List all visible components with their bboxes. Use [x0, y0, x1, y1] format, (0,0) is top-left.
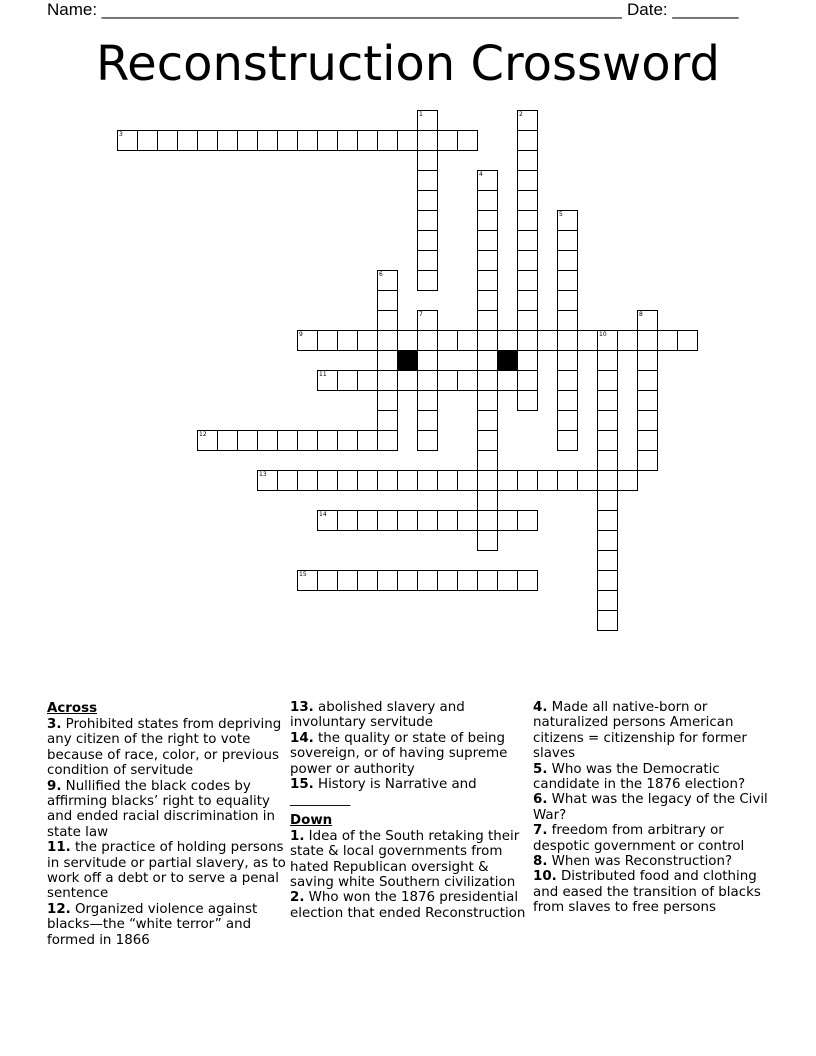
crossword-cell[interactable] — [597, 330, 618, 351]
crossword-cell[interactable] — [377, 330, 398, 351]
black-square — [397, 350, 418, 371]
clue-text: When was Reconstruction? — [551, 854, 733, 870]
clue-number: 8. — [533, 854, 548, 870]
crossword-cell[interactable] — [257, 470, 278, 491]
crossword-cell[interactable] — [417, 270, 438, 291]
clue-number: 2. — [290, 890, 305, 906]
crossword-cell[interactable] — [437, 570, 458, 591]
clue-across-item — [290, 700, 530, 731]
crossword-cell[interactable] — [457, 510, 478, 531]
crossword-cell[interactable] — [457, 470, 478, 491]
crossword-cell[interactable] — [437, 130, 458, 151]
crossword-cell[interactable] — [517, 210, 538, 231]
page-title: Reconstruction Crossword — [95, 36, 721, 92]
crossword-cell[interactable] — [457, 330, 478, 351]
crossword-cell[interactable] — [477, 450, 498, 471]
crossword-cell[interactable] — [517, 390, 538, 411]
crossword-cell[interactable] — [377, 410, 398, 431]
crossword-cell[interactable] — [597, 510, 618, 531]
crossword-cell[interactable] — [477, 330, 498, 351]
crossword-cell[interactable] — [597, 390, 618, 411]
crossword-cell[interactable] — [477, 290, 498, 311]
crossword-cell[interactable] — [477, 270, 498, 291]
crossword-cell[interactable] — [437, 330, 458, 351]
crossword-cell[interactable] — [417, 150, 438, 171]
crossword-cell[interactable] — [357, 570, 378, 591]
crossword-cell[interactable] — [417, 170, 438, 191]
date-line[interactable]: _______ — [672, 0, 739, 19]
crossword-cell[interactable] — [117, 130, 138, 151]
crossword-cell[interactable] — [377, 570, 398, 591]
crossword-cell[interactable] — [517, 370, 538, 391]
crossword-cell[interactable] — [397, 330, 418, 351]
crossword-cell[interactable] — [477, 390, 498, 411]
crossword-cell[interactable] — [597, 470, 618, 491]
crossword-cell[interactable] — [337, 570, 358, 591]
crossword-cell[interactable] — [477, 250, 498, 271]
clue-text: What was the legacy of the Civil War? — [533, 792, 768, 823]
crossword-cell[interactable] — [357, 130, 378, 151]
crossword-cell[interactable] — [357, 330, 378, 351]
crossword-cell[interactable] — [577, 470, 598, 491]
crossword-cell[interactable] — [557, 290, 578, 311]
clue-number: 12 — [199, 431, 207, 438]
crossword-cell[interactable] — [377, 390, 398, 411]
crossword-cell[interactable] — [557, 310, 578, 331]
clue-number: 14. — [290, 730, 314, 746]
crossword-cell[interactable] — [257, 130, 278, 151]
crossword-cell[interactable] — [377, 130, 398, 151]
clue-number: 15 — [299, 571, 307, 578]
crossword-cell[interactable] — [557, 250, 578, 271]
clue-number: 13. — [290, 700, 314, 715]
crossword-cell[interactable] — [477, 410, 498, 431]
crossword-cell[interactable] — [417, 570, 438, 591]
clue-text: Made all native-born or naturalized persons American citizens = citizenship for former slaves — [533, 700, 747, 762]
crossword-cell[interactable] — [417, 350, 438, 371]
clue-number: 2 — [519, 111, 523, 118]
crossword-cell[interactable] — [377, 370, 398, 391]
crossword-cell[interactable] — [317, 370, 338, 391]
clue-number: 5. — [533, 761, 548, 777]
clue-down-item — [533, 854, 773, 869]
clue-across-item — [47, 779, 287, 841]
crossword-cell[interactable] — [317, 330, 338, 351]
crossword-cell[interactable] — [657, 330, 678, 351]
clue-across-item — [290, 731, 530, 777]
crossword-cell[interactable] — [337, 330, 358, 351]
clue-number: 13 — [259, 471, 267, 478]
clue-across-item — [47, 840, 287, 902]
crossword-cell[interactable] — [557, 390, 578, 411]
crossword-cell[interactable] — [517, 250, 538, 271]
crossword-cell[interactable] — [637, 410, 658, 431]
crossword-cell[interactable] — [437, 510, 458, 531]
crossword-cell[interactable] — [637, 330, 658, 351]
crossword-cell[interactable] — [517, 110, 538, 131]
crossword-cell[interactable] — [357, 430, 378, 451]
clue-text: the practice of holding persons in servitude or partial slavery, as to work off a debt or to serve a penal sentence — [47, 840, 286, 902]
crossword-cell[interactable] — [377, 310, 398, 331]
crossword-cell[interactable] — [477, 430, 498, 451]
crossword-cell[interactable] — [297, 470, 318, 491]
crossword-cell[interactable] — [417, 210, 438, 231]
crossword-cell[interactable] — [457, 370, 478, 391]
crossword-cell[interactable] — [297, 130, 318, 151]
clue-number: 10 — [599, 331, 607, 338]
crossword-cell[interactable] — [377, 350, 398, 371]
crossword-cell[interactable] — [237, 130, 258, 151]
clue-text: Distributed food and clothing and eased the transition of blacks from slaves to free persons — [533, 869, 761, 916]
crossword-cell[interactable] — [317, 570, 338, 591]
date-label: Date: — [627, 0, 673, 19]
crossword-cell[interactable] — [417, 330, 438, 351]
clue-number: 4. — [533, 700, 548, 715]
crossword-cell[interactable] — [357, 470, 378, 491]
crossword-cell[interactable] — [417, 510, 438, 531]
crossword-cell[interactable] — [557, 350, 578, 371]
name-label: Name: — [47, 0, 102, 19]
crossword-cell[interactable] — [397, 130, 418, 151]
crossword-cell[interactable] — [517, 510, 538, 531]
clue-number: 4 — [479, 171, 483, 178]
crossword-cell[interactable] — [517, 230, 538, 251]
crossword-cell[interactable] — [197, 130, 218, 151]
crossword-cell[interactable] — [457, 570, 478, 591]
clue-number: 10. — [533, 869, 557, 885]
clue-text: Nullified the black codes by affirming blacks’ right to equality and ended racial discrimination in state law — [47, 778, 276, 840]
crossword-cell[interactable] — [557, 270, 578, 291]
crossword-cell[interactable] — [417, 430, 438, 451]
crossword-cell[interactable] — [517, 150, 538, 171]
crossword-cell[interactable] — [417, 250, 438, 271]
crossword-cell[interactable] — [217, 430, 238, 451]
crossword-cell[interactable] — [477, 190, 498, 211]
clue-text: Who won the 1876 presidential election that ended Reconstruction — [290, 890, 526, 921]
crossword-cell[interactable] — [417, 390, 438, 411]
crossword-cell[interactable] — [517, 570, 538, 591]
crossword-cell[interactable] — [477, 170, 498, 191]
clue-text: the quality or state of being sovereign, or of having supreme power or authority — [290, 730, 508, 777]
crossword-cell[interactable] — [477, 370, 498, 391]
crossword-cell[interactable] — [417, 410, 438, 431]
crossword-cell[interactable] — [517, 330, 538, 351]
clue-number: 7 — [419, 311, 423, 318]
crossword-cell[interactable] — [277, 130, 298, 151]
crossword-cell[interactable] — [417, 370, 438, 391]
across-heading: Across — [47, 701, 98, 716]
crossword-cell[interactable] — [597, 590, 618, 611]
date-field[interactable] — [627, 0, 739, 20]
crossword-cell[interactable] — [497, 330, 518, 351]
crossword-cell[interactable] — [477, 470, 498, 491]
crossword-cell[interactable] — [517, 270, 538, 291]
crossword-cell[interactable] — [477, 570, 498, 591]
crossword-cell[interactable] — [597, 410, 618, 431]
crossword-cell[interactable] — [217, 130, 238, 151]
crossword-cell[interactable] — [617, 470, 638, 491]
crossword-cell[interactable] — [617, 330, 638, 351]
clue-across-item — [47, 902, 287, 948]
crossword-cell[interactable] — [377, 430, 398, 451]
crossword-cell[interactable] — [597, 450, 618, 471]
crossword-cell[interactable] — [637, 310, 658, 331]
crossword-cell[interactable] — [397, 510, 418, 531]
crossword-cell[interactable] — [517, 310, 538, 331]
clue-down-item — [533, 823, 773, 854]
crossword-cell[interactable] — [157, 130, 178, 151]
clue-down-item — [533, 792, 773, 823]
clue-number: 8 — [639, 311, 643, 318]
crossword-cell[interactable] — [677, 330, 698, 351]
crossword-cell[interactable] — [337, 510, 358, 531]
crossword-cell[interactable] — [497, 470, 518, 491]
crossword-cell[interactable] — [177, 130, 198, 151]
clue-number: 6. — [533, 792, 548, 808]
crossword-cell[interactable] — [417, 110, 438, 131]
crossword-cell[interactable] — [377, 270, 398, 291]
crossword-cell[interactable] — [597, 350, 618, 371]
crossword-cell[interactable] — [397, 370, 418, 391]
clue-number: 11 — [319, 371, 327, 378]
clue-text: abolished slavery and involuntary servitude — [290, 700, 465, 731]
clue-down-item — [533, 869, 773, 915]
crossword-cell[interactable] — [317, 470, 338, 491]
clue-text: Prohibited states from depriving any citizen of the right to vote because of race, color, or previous condition of servitude — [47, 717, 282, 779]
crossword-cell[interactable] — [537, 470, 558, 491]
clue-text: Who was the Democratic candidate in the 1876 election? — [533, 761, 746, 793]
crossword-cell[interactable] — [597, 490, 618, 511]
crossword-cell[interactable] — [557, 470, 578, 491]
name-field[interactable] — [47, 0, 622, 20]
crossword-cell[interactable] — [497, 370, 518, 391]
clue-number: 6 — [379, 271, 383, 278]
crossword-cell[interactable] — [137, 130, 158, 151]
crossword-cell[interactable] — [557, 230, 578, 251]
crossword-cell[interactable] — [557, 410, 578, 431]
crossword-cell[interactable] — [477, 510, 498, 531]
crossword-cell[interactable] — [437, 370, 458, 391]
clue-number: 9 — [299, 331, 303, 338]
crossword-cell[interactable] — [417, 310, 438, 331]
clue-number: 5 — [559, 211, 563, 218]
clues-column-2 — [290, 700, 530, 921]
clue-number: 1 — [419, 111, 423, 118]
black-square — [497, 350, 518, 371]
crossword-cell[interactable] — [637, 370, 658, 391]
crossword-cell[interactable] — [417, 190, 438, 211]
clue-number: 15. — [290, 777, 314, 793]
crossword-cell[interactable] — [477, 230, 498, 251]
crossword-cell[interactable] — [497, 570, 518, 591]
down-heading: Down — [290, 812, 333, 828]
crossword-cell[interactable] — [437, 470, 458, 491]
crossword-cell[interactable] — [517, 130, 538, 151]
clue-down-item — [290, 829, 530, 891]
crossword-cell[interactable] — [637, 450, 658, 471]
crossword-cell[interactable] — [297, 430, 318, 451]
crossword-cell[interactable] — [337, 370, 358, 391]
crossword-cell[interactable] — [557, 210, 578, 231]
crossword-cell[interactable] — [597, 610, 618, 631]
crossword-cell[interactable] — [297, 330, 318, 351]
clues-column-1 — [47, 700, 287, 948]
clue-down-item — [290, 890, 530, 921]
clue-text: History is Narrative and — [318, 777, 477, 793]
clue-number: 3. — [47, 717, 62, 732]
crossword-cell[interactable] — [597, 570, 618, 591]
name-line[interactable]: _______________________________________________________ — [101, 0, 622, 19]
crossword-cell[interactable] — [197, 430, 218, 451]
crossword-cell[interactable] — [337, 130, 358, 151]
answer-blank: _________ — [290, 792, 351, 808]
crossword-cell[interactable] — [477, 530, 498, 551]
clue-number: 1. — [290, 828, 305, 844]
clue-number: 7. — [533, 823, 548, 839]
clue-down-item — [533, 762, 773, 793]
crossword-cell[interactable] — [237, 430, 258, 451]
crossword-cell[interactable] — [517, 350, 538, 371]
crossword-cell[interactable] — [417, 130, 438, 151]
crossword-cell[interactable] — [597, 530, 618, 551]
crossword-cell[interactable] — [597, 550, 618, 571]
clue-text: Idea of the South retaking their state & local governments from hated Republican oversight & saving white Southern civilization — [290, 828, 520, 891]
crossword-cell[interactable] — [477, 310, 498, 331]
clues-column-3 — [533, 700, 773, 916]
crossword-cell[interactable] — [637, 350, 658, 371]
crossword-cell[interactable] — [337, 470, 358, 491]
crossword-cell[interactable] — [457, 130, 478, 151]
crossword-cell[interactable] — [257, 430, 278, 451]
crossword-cell[interactable] — [317, 510, 338, 531]
crossword-cell[interactable] — [357, 510, 378, 531]
crossword-cell[interactable] — [517, 290, 538, 311]
clue-number: 9. — [47, 778, 62, 794]
crossword-cell[interactable] — [357, 370, 378, 391]
crossword-cell[interactable] — [537, 330, 558, 351]
crossword-cell[interactable] — [597, 370, 618, 391]
crossword-cell[interactable] — [377, 470, 398, 491]
crossword-cell[interactable] — [497, 510, 518, 531]
crossword-cell[interactable] — [277, 430, 298, 451]
crossword-cell[interactable] — [397, 470, 418, 491]
crossword-cell[interactable] — [557, 370, 578, 391]
clue-down-item — [533, 700, 773, 762]
crossword-cell[interactable] — [577, 330, 598, 351]
crossword-cell[interactable] — [557, 330, 578, 351]
crossword-cell[interactable] — [477, 350, 498, 371]
clue-text: Organized violence against blacks—the “white terror” and formed in 1866 — [47, 901, 258, 948]
clue-across-item — [47, 717, 287, 779]
crossword-cell[interactable] — [297, 570, 318, 591]
clue-number: 12. — [47, 901, 71, 917]
crossword-cell[interactable] — [417, 230, 438, 251]
crossword-cell[interactable] — [557, 430, 578, 451]
crossword-cell[interactable] — [517, 170, 538, 191]
clue-number: 3 — [119, 131, 123, 138]
crossword-cell[interactable] — [397, 570, 418, 591]
crossword-cell[interactable] — [637, 430, 658, 451]
crossword-cell[interactable] — [317, 430, 338, 451]
clue-number: 11. — [47, 840, 71, 856]
crossword-cell[interactable] — [317, 130, 338, 151]
crossword-cell[interactable] — [597, 430, 618, 451]
crossword-cell[interactable] — [517, 470, 538, 491]
crossword-cell[interactable] — [417, 470, 438, 491]
crossword-cell[interactable] — [477, 490, 498, 511]
crossword-cell[interactable] — [377, 510, 398, 531]
crossword-cell[interactable] — [517, 190, 538, 211]
crossword-cell[interactable] — [477, 210, 498, 231]
crossword-cell[interactable] — [277, 470, 298, 491]
clue-number: 14 — [319, 511, 327, 518]
crossword-cell[interactable] — [337, 430, 358, 451]
clue-across-item — [290, 777, 530, 808]
crossword-cell[interactable] — [377, 290, 398, 311]
crossword-cell[interactable] — [637, 390, 658, 411]
clue-text: freedom from arbitrary or despotic government or control — [533, 823, 745, 854]
